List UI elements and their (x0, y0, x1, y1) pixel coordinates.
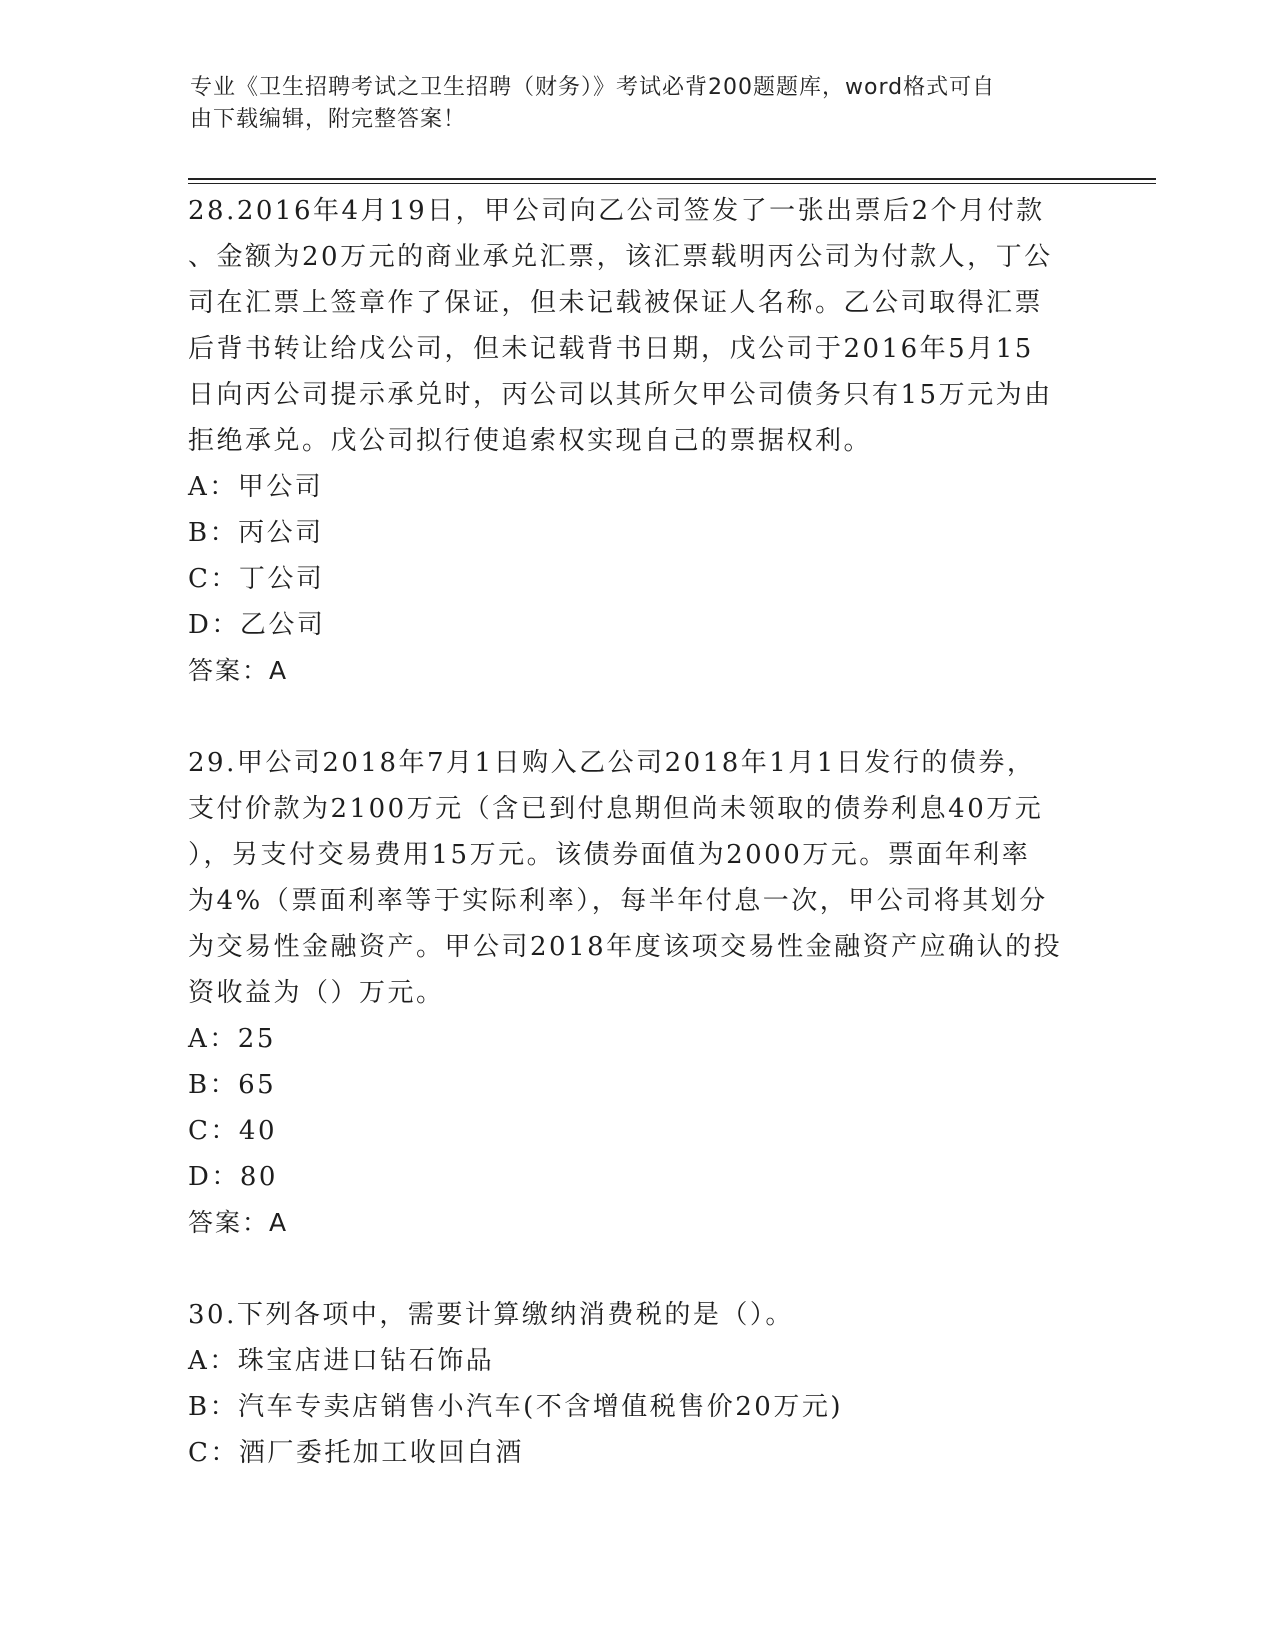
option-c (188, 1108, 1088, 1154)
header-divider-thick (188, 178, 1156, 180)
option-letter: B： (188, 1392, 239, 1422)
answer-line: 答案：A (188, 656, 289, 685)
option-letter: A： (188, 1024, 238, 1054)
question-spacer (188, 694, 1088, 740)
stem-line: 后背书转让给戊公司，但未记载背书日期，戊公司于2016年5月15 (188, 334, 1034, 364)
option-letter: C： (188, 564, 239, 594)
option-a (188, 464, 1088, 510)
stem-line: 28.2016年4月19日，甲公司向乙公司签发了一张出票后2个月付款 (188, 196, 1045, 226)
option-text: 40 (238, 1116, 277, 1146)
stem-line: 资收益为（）万元。 (188, 978, 445, 1008)
header-divider-thin (188, 183, 1156, 184)
option-text: 25 (237, 1024, 276, 1054)
option-letter: C： (188, 1438, 239, 1468)
question-spacer (188, 1246, 1088, 1292)
option-a (188, 1016, 1088, 1062)
option-text: 80 (239, 1162, 278, 1192)
header-line-1: 专业《卫生招聘考试之卫生招聘（财务）》考试必背200题题库，word格式可自 (190, 75, 996, 100)
option-text: 丁公司 (238, 564, 325, 594)
option-letter: A： (188, 1346, 238, 1376)
option-text: 酒厂委托加工收回白酒 (238, 1438, 524, 1468)
option-text: 甲公司 (237, 472, 324, 502)
stem-line: 30.下列各项中，需要计算缴纳消费税的是（）。 (188, 1300, 794, 1330)
question-stem (188, 188, 1068, 464)
document-header (190, 72, 1080, 136)
option-a (188, 1338, 1088, 1384)
stem-line: 拒绝承兑。戊公司拟行使追索权实现自己的票据权利。 (188, 426, 873, 456)
question-30 (188, 1292, 1088, 1476)
stem-line: 为交易性金融资产。甲公司2018年度该项交易性金融资产应确认的投 (188, 932, 1063, 962)
option-letter: B： (188, 518, 239, 548)
option-d (188, 1154, 1088, 1200)
stem-line: ），另支付交易费用15万元。该债券面值为2000万元。票面年利率 (188, 840, 1031, 870)
stem-line: 司在汇票上签章作了保证，但未记载被保证人名称。乙公司取得汇票 (188, 288, 1044, 318)
option-letter: B： (188, 1070, 239, 1100)
option-text: 乙公司 (239, 610, 326, 640)
option-letter: C： (188, 1116, 239, 1146)
option-d (188, 602, 1088, 648)
option-letter: A： (188, 472, 238, 502)
option-b (188, 510, 1088, 556)
question-28 (188, 188, 1088, 694)
stem-line: 、金额为20万元的商业承兑汇票，该汇票载明丙公司为付款人，丁公 (188, 242, 1053, 272)
stem-line: 日向丙公司提示承兑时，丙公司以其所欠甲公司债务只有15万元为由 (188, 380, 1053, 410)
stem-line: 支付价款为2100万元（含已到付息期但尚未领取的债券利息40万元 (188, 794, 1044, 824)
question-stem (188, 1292, 1068, 1338)
answer-line: 答案：A (188, 1208, 289, 1237)
option-b (188, 1062, 1088, 1108)
header-line-2: 由下载编辑，附完整答案！ (190, 107, 467, 132)
stem-line: 29.甲公司2018年7月1日购入乙公司2018年1月1日发行的债券， (188, 748, 1036, 778)
option-c (188, 556, 1088, 602)
question-list (188, 188, 1088, 1476)
option-b (188, 1384, 1088, 1430)
option-text: 65 (238, 1070, 277, 1100)
question-stem (188, 740, 1068, 1016)
question-29 (188, 740, 1088, 1246)
stem-line: 为4%（票面利率等于实际利率），每半年付息一次，甲公司将其划分 (188, 886, 1048, 916)
option-text: 珠宝店进口钻石饰品 (237, 1346, 495, 1376)
option-letter: D： (188, 1162, 240, 1192)
option-text: 丙公司 (238, 518, 324, 548)
option-c (188, 1430, 1088, 1476)
option-text: 汽车专卖店销售小汽车(不含增值税售价20万元) (238, 1392, 843, 1422)
option-letter: D： (188, 610, 240, 640)
